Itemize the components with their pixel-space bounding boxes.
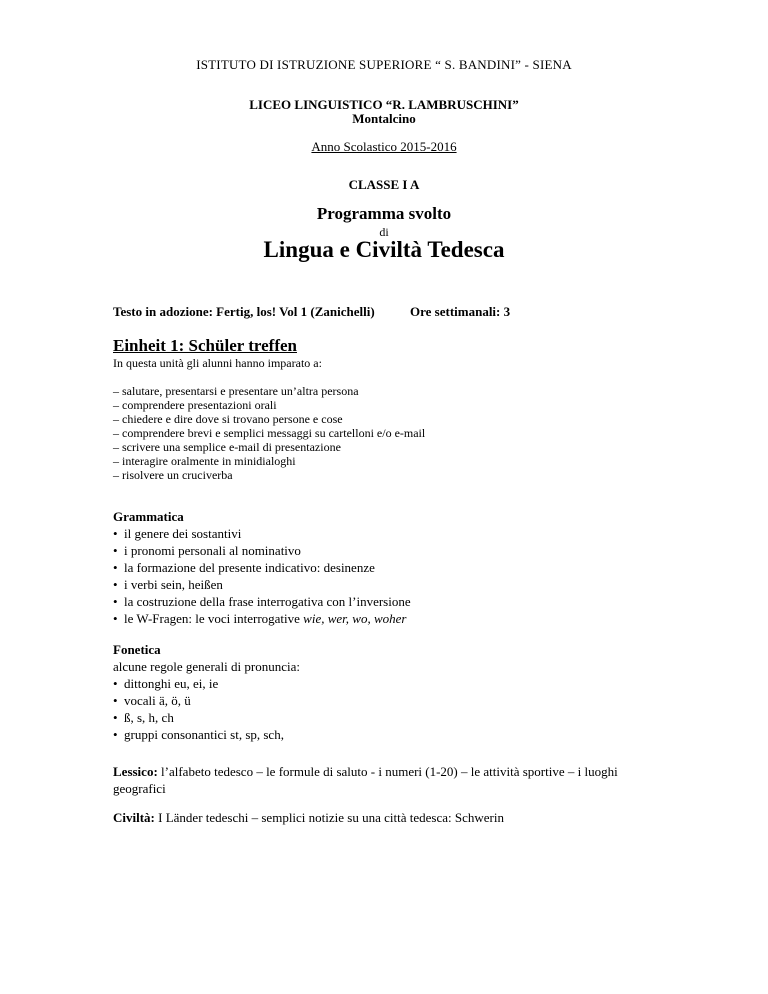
skill-item: – scrivere una semplice e-mail di presentazione bbox=[113, 440, 341, 454]
school-year: Anno Scolastico 2015-2016 bbox=[311, 139, 457, 154]
lessico-text: l’alfabeto tedesco – le formule di saluto - i numeri (1-20) – le attività sportive – i luoghi geografici bbox=[113, 764, 618, 796]
interrogatives-italic: wie, wer, wo, woher bbox=[303, 611, 407, 626]
list-item bbox=[113, 593, 673, 610]
fonetica-heading: Fonetica bbox=[113, 642, 161, 657]
program-di: di bbox=[379, 225, 389, 239]
fonetica-section bbox=[113, 641, 673, 743]
bullet-icon: • bbox=[113, 693, 118, 708]
unit-intro: In questa unità gli alunni hanno imparato a: bbox=[113, 356, 322, 370]
list-item-text: i pronomi personali al nominativo bbox=[124, 543, 301, 558]
weekly-hours: Ore settimanali: 3 bbox=[410, 304, 511, 319]
grammatica-heading: Grammatica bbox=[113, 509, 184, 524]
bullet-icon: • bbox=[113, 560, 118, 575]
list-item bbox=[113, 525, 673, 542]
bullet-icon: • bbox=[113, 710, 118, 725]
list-item bbox=[113, 542, 673, 559]
list-item-text: la formazione del presente indicativo: desinenze bbox=[124, 560, 375, 575]
skills-list bbox=[113, 384, 673, 482]
skill-item: – risolvere un cruciverba bbox=[113, 468, 233, 482]
list-item bbox=[113, 576, 673, 593]
fonetica-intro: alcune regole generali di pronuncia: bbox=[113, 659, 300, 674]
unit-title: Einheit 1: Schüler treffen bbox=[113, 336, 297, 355]
textbook-info: Testo in adozione: Fertig, los! Vol 1 (Zanichelli) bbox=[113, 304, 375, 319]
list-item bbox=[113, 709, 673, 726]
bullet-icon: • bbox=[113, 577, 118, 592]
program-title: Programma svolto bbox=[316, 204, 452, 223]
list-item-text: ß, s, h, ch bbox=[124, 710, 174, 725]
skill-item: – interagire oralmente in minidialoghi bbox=[113, 454, 296, 468]
civilta-paragraph bbox=[113, 809, 673, 826]
bullet-icon: • bbox=[113, 543, 118, 558]
list-item bbox=[113, 692, 673, 709]
liceo-name: LICEO LINGUISTICO “R. LAMBRUSCHINI” bbox=[249, 97, 519, 112]
lessico-label: Lessico: bbox=[113, 764, 158, 779]
bullet-icon: • bbox=[113, 526, 118, 541]
list-item-text: vocali ä, ö, ü bbox=[124, 693, 191, 708]
bullet-icon: • bbox=[113, 727, 118, 742]
school-name: ISTITUTO DI ISTRUZIONE SUPERIORE “ S. BANDINI” - SIENA bbox=[196, 57, 572, 72]
list-item bbox=[113, 610, 673, 627]
list-item-text: le W-Fragen: le voci interrogative bbox=[124, 611, 304, 626]
civilta-text: I Länder tedeschi – semplici notizie su una città tedesca: Schwerin bbox=[154, 810, 504, 825]
bullet-icon: • bbox=[113, 611, 118, 626]
list-item bbox=[113, 675, 673, 692]
town-name: Montalcino bbox=[352, 111, 416, 126]
skill-item: – comprendere presentazioni orali bbox=[113, 398, 277, 412]
skill-item: – chiedere e dire dove si trovano persone e cose bbox=[113, 412, 343, 426]
civilta-label: Civiltà: bbox=[113, 810, 155, 825]
skill-item: – salutare, presentarsi e presentare un’altra persona bbox=[113, 384, 359, 398]
bullet-icon: • bbox=[113, 676, 118, 691]
list-item-text: la costruzione della frase interrogativa con l’inversione bbox=[124, 594, 411, 609]
subject-title: Lingua e Civiltà Tedesca bbox=[263, 237, 505, 262]
list-item bbox=[113, 726, 673, 743]
class-name: CLASSE I A bbox=[348, 177, 420, 192]
list-item-text: il genere dei sostantivi bbox=[124, 526, 242, 541]
grammatica-section bbox=[113, 508, 673, 627]
skill-item: – comprendere brevi e semplici messaggi su cartelloni e/o e-mail bbox=[113, 426, 426, 440]
list-item bbox=[113, 559, 673, 576]
list-item-text: dittonghi eu, ei, ie bbox=[124, 676, 219, 691]
lessico-paragraph bbox=[113, 763, 673, 797]
list-item-text: i verbi sein, heißen bbox=[124, 577, 223, 592]
bullet-icon: • bbox=[113, 594, 118, 609]
list-item-text: gruppi consonantici st, sp, sch, bbox=[124, 727, 284, 742]
